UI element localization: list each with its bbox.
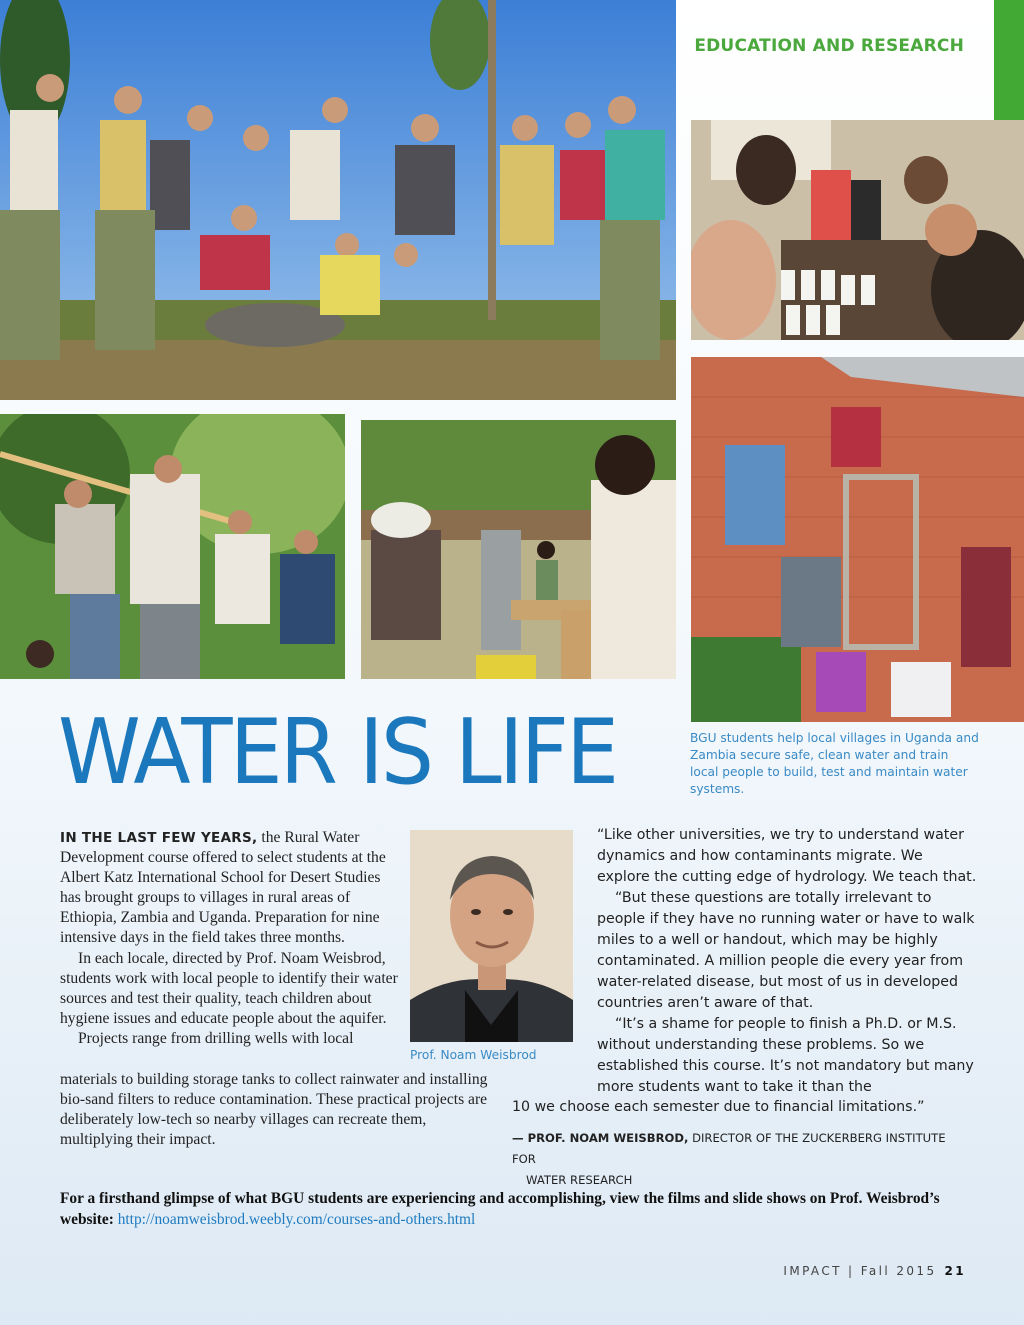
attribution-title-cont: WATER RESEARCH — [526, 1173, 633, 1187]
attribution-name: — PROF. NOAM WEISBROD, — [512, 1131, 689, 1145]
body-column — [60, 828, 405, 1049]
attribution-title: DIRECTOR OF THE ZUCKERBERG INSTITUTE FOR — [512, 1131, 946, 1166]
portrait-caption: Prof. Noam Weisbrod — [410, 1048, 537, 1062]
portrait-photo — [410, 830, 573, 1042]
hand-pump-photo — [361, 420, 676, 679]
photo-caption: BGU students help local villages in Uganda and Zambia secure safe, clean water and train local people to build, test and maintain water systems. — [690, 731, 979, 796]
website-note — [60, 1188, 960, 1230]
group-photo — [0, 0, 676, 400]
website-note-text: For a firsthand glimpse of what BGU students are experiencing and accomplishing, view the films and slide shows on Prof. Weisbrod’s website: — [60, 1190, 940, 1228]
page-folio — [783, 1264, 966, 1278]
quote-paragraph-3: “It’s a shame for people to finish a Ph.D. or M.S. without understanding these problems. So we established this course. It’s not mandatory but many more students want to take it than the — [597, 1016, 974, 1095]
page-headline: WATER IS LIFE — [58, 700, 617, 805]
lab-testing-photo — [691, 120, 1024, 340]
lead-in: IN THE LAST FEW YEARS, — [60, 830, 258, 846]
section-accent-bar — [994, 0, 1024, 120]
quote-paragraph-3-end: 10 we choose each semester due to financial limitations.” — [512, 1099, 925, 1115]
quote-paragraph-1: “Like other universities, we try to understand water dynamics and how contaminants migrate. We explore the cutting edge of hydrology. We teach that. — [597, 827, 977, 885]
body-paragraph-2: In each locale, directed by Prof. Noam Weisbrod, students work with local people to identify their water sources and test their quality, teach children about hygiene issues and educate people about the aquifer. — [60, 949, 398, 1027]
body-paragraph-3-start: Projects range from drilling wells with local — [78, 1029, 354, 1047]
body-paragraph-1: IN THE LAST FEW YEARS, the Rural Water Development course offered to select students at the Albert Katz International School for Desert Studies has brought groups to villages in rural areas of Ethiopia, Zambia and Uganda. Preparation for nine intensive days in the field takes three months. — [60, 829, 386, 947]
quote-attribution — [512, 1128, 972, 1191]
well-drilling-photo — [0, 414, 345, 679]
quote-paragraph-2: “But these questions are totally irrelevant to people if they have no running water or have to walk miles to a well or handout, which may be highly contaminated. A million people die every year from water-related disease, but most of us in developed countries aren’t aware of that. — [597, 890, 975, 1011]
storage-tank-building-photo — [691, 357, 1024, 722]
pull-quote — [597, 825, 977, 1098]
body-paragraph-3-rest: materials to building storage tanks to collect rainwater and installing bio-sand filters to reduce contamination. These practical projects are deliberately low-tech so nearby villages can recreate them, multiplying their impact. — [60, 1071, 488, 1149]
website-link[interactable]: http://noamweisbrod.weebly.com/courses-and-others.html — [117, 1211, 476, 1228]
body-column-continued — [60, 1070, 500, 1150]
section-tag: EDUCATION AND RESEARCH — [694, 36, 964, 56]
page-number: 21 — [944, 1264, 966, 1278]
publication-label: IMPACT | Fall 2015 — [783, 1264, 937, 1278]
